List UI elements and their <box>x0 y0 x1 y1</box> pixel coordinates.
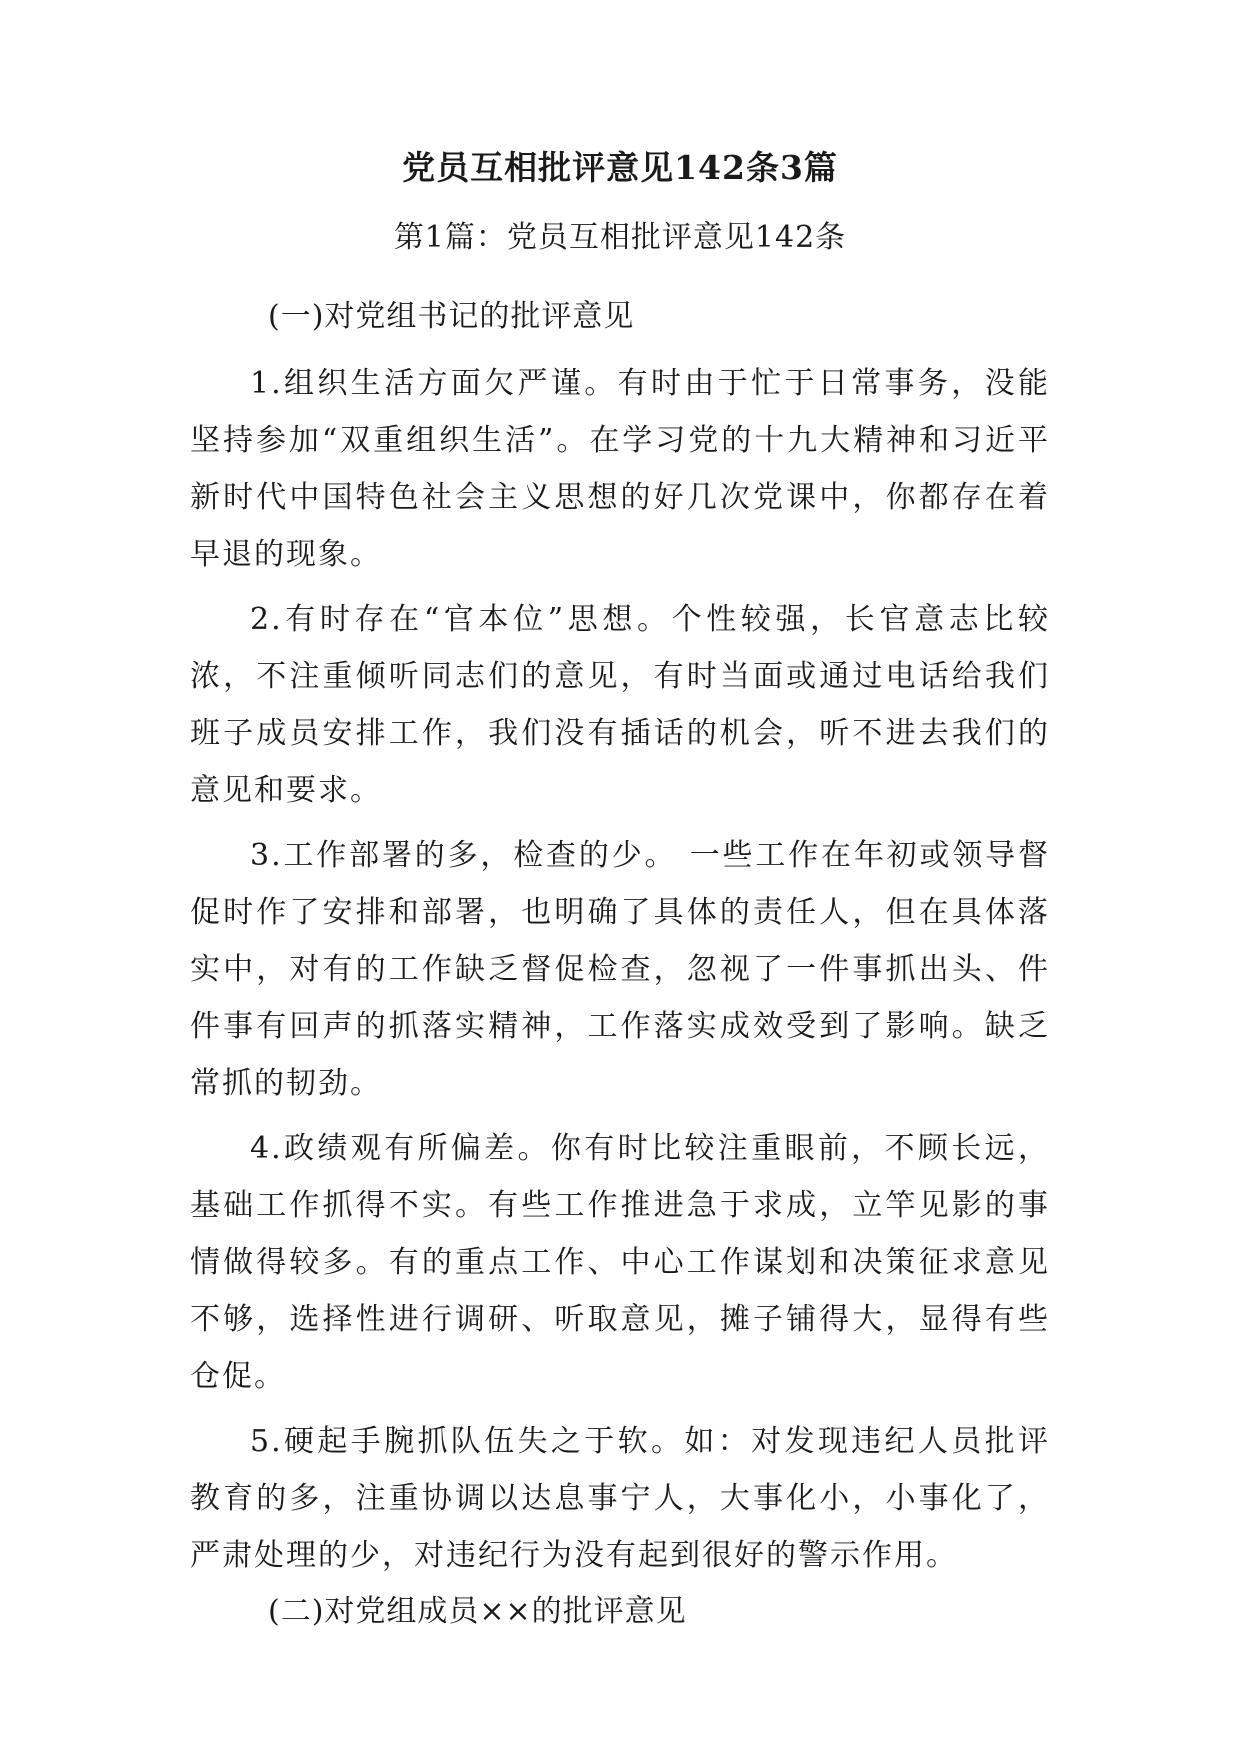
section-heading-2: (二)对党组成员××的批评意见 <box>268 1594 687 1629</box>
paragraph-4: 4.政绩观有所偏差。你有时比较注重眼前，不顾长远，基础工作抓得不实。有些工作推进急于求成，立竿见影的事情做得较多。有的重点工作、中心工作谋划和决策征求意见不够，选择性进行调研、听取意见，摊子铺得大，显得有些仓促。 <box>190 1131 1050 1394</box>
document-title: 党员互相批评意见142条3篇 <box>402 148 838 187</box>
paragraph-3: 3.工作部署的多，检查的少。 一些工作在年初或领导督促时作了安排和部署，也明确了具体的责任人，但在具体落实中，对有的工作缺乏督促检查，忽视了一件事抓出头、件件事有回声的抓落实精神，工作落实成效受到了影响。缺乏常抓的韧劲。 <box>190 838 1050 1101</box>
paragraph-5: 5.硬起手腕抓队伍失之于软。如：对发现违纪人员批评教育的多，注重协调以达息事宁人，大事化小，小事化了，严肃处理的少，对违纪行为没有起到很好的警示作用。 <box>190 1424 1050 1573</box>
section-heading-1: (一)对党组书记的批评意见 <box>268 299 635 334</box>
document-body <box>190 297 1050 1650</box>
document-subtitle: 第1篇：党员互相批评意见142条 <box>393 220 847 255</box>
paragraph-2: 2.有时存在“官本位”思想。个性较强，长官意志比较浓，不注重倾听同志们的意见，有时当面或通过电话给我们班子成员安排工作，我们没有插话的机会，听不进去我们的意见和要求。 <box>190 602 1050 808</box>
paragraph-1: 1.组织生活方面欠严谨。有时由于忙于日常事务，没能坚持参加“双重组织生活”。在学习党的十九大精神和习近平新时代中国特色社会主义思想的好几次党课中，你都存在着早退的现象。 <box>190 366 1050 572</box>
